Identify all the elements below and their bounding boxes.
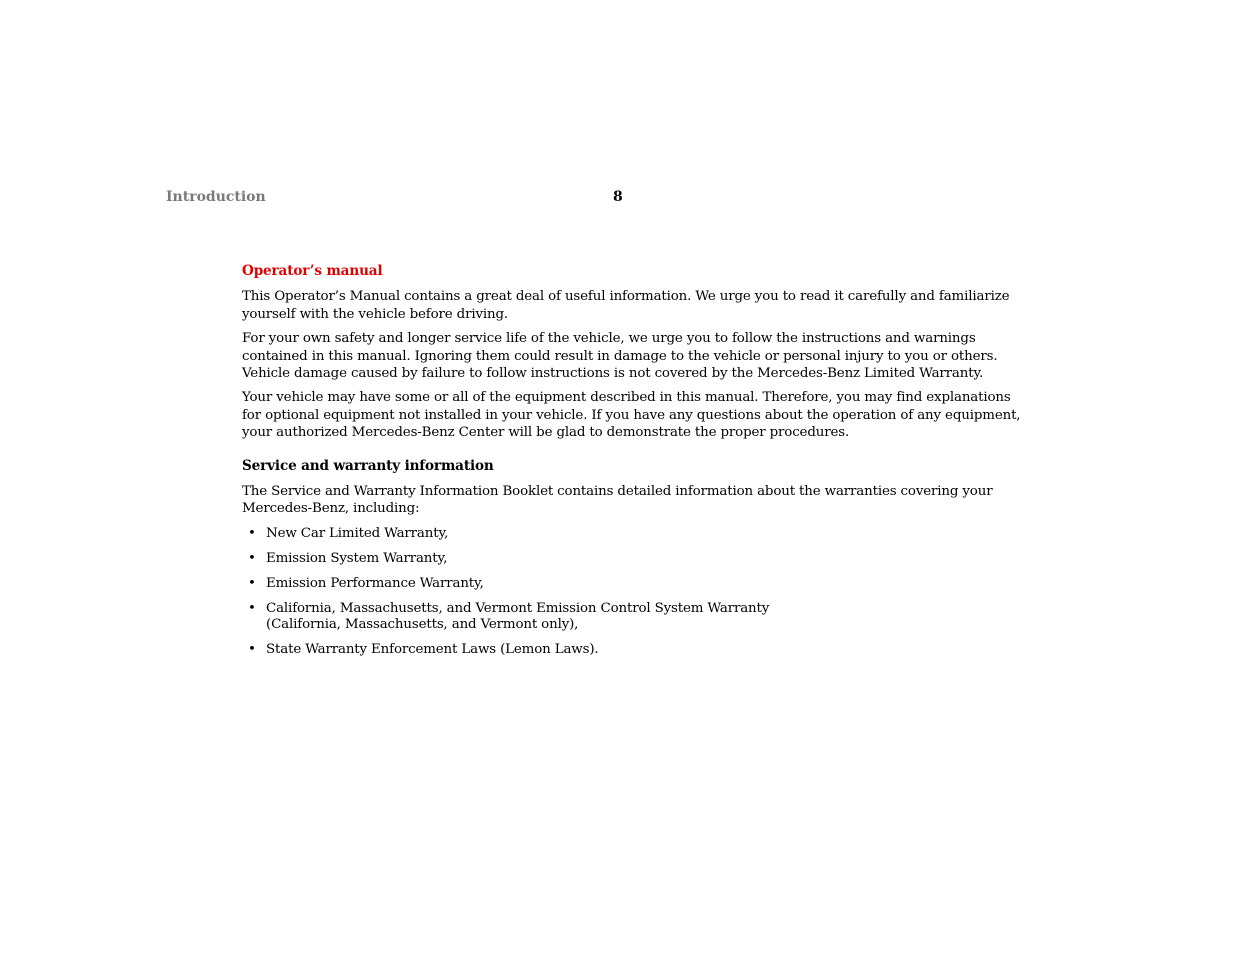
paragraph-warranty-intro (242, 483, 1002, 518)
section-heading-operators-manual: Operator’s manual (242, 263, 383, 279)
bullet-icon: • (248, 550, 256, 566)
bullet-icon: • (248, 641, 256, 657)
list-item (242, 601, 1002, 633)
paragraph-line: your authorized Mercedes-Benz Center will be glad to demonstrate the proper procedures. (242, 425, 850, 441)
list-item (242, 526, 1002, 542)
paragraph-line: This Operator’s Manual contains a great deal of useful information. We urge you to read it carefully and familiarize (242, 289, 1010, 305)
list-item (242, 576, 1002, 592)
list-item-text: Emission Performance Warranty, (266, 575, 484, 591)
paragraph-line: contained in this manual. Ignoring them could result in damage to the vehicle or personal injury to you or others. (242, 348, 998, 364)
list-item (242, 551, 1002, 567)
paragraph-line: Mercedes-Benz, including: (242, 501, 420, 517)
list-item-text: New Car Limited Warranty, (266, 525, 449, 541)
paragraph-line: For your own safety and longer service life of the vehicle, we urge you to follow the instructions and warnings (242, 331, 976, 347)
page-number: 8 (613, 189, 623, 205)
list-item-text: State Warranty Enforcement Laws (Lemon Laws). (266, 641, 599, 657)
paragraph-line: for optional equipment not installed in your vehicle. If you have any questions about the operation of any equipment, (242, 407, 1021, 423)
running-header-section: Introduction (166, 189, 266, 205)
list-item (242, 642, 1002, 658)
list-item-text: Emission System Warranty, (266, 550, 448, 566)
paragraph-intro (242, 288, 1010, 323)
warranty-list (242, 526, 1002, 658)
list-item-text: California, Massachusetts, and Vermont Emission Control System Warranty (266, 600, 770, 616)
list-item-text: (California, Massachusetts, and Vermont only), (266, 616, 579, 632)
bullet-icon: • (248, 575, 256, 591)
main-content (242, 263, 1021, 667)
paragraph-line: yourself with the vehicle before driving. (242, 306, 508, 322)
paragraph-safety (242, 330, 1002, 382)
bullet-icon: • (248, 525, 256, 541)
paragraph-line: The Service and Warranty Information Booklet contains detailed information about the warranties covering your (242, 484, 993, 500)
paragraph-line: Your vehicle may have some or all of the equipment described in this manual. Therefore, you may find explanations (242, 390, 1011, 406)
bullet-icon: • (248, 600, 256, 616)
section-heading-service-warranty: Service and warranty information (242, 457, 494, 474)
paragraph-equipment (242, 389, 1021, 441)
paragraph-line: Vehicle damage caused by failure to follow instructions is not covered by the Mercedes-Benz Limited Warranty. (242, 366, 984, 382)
